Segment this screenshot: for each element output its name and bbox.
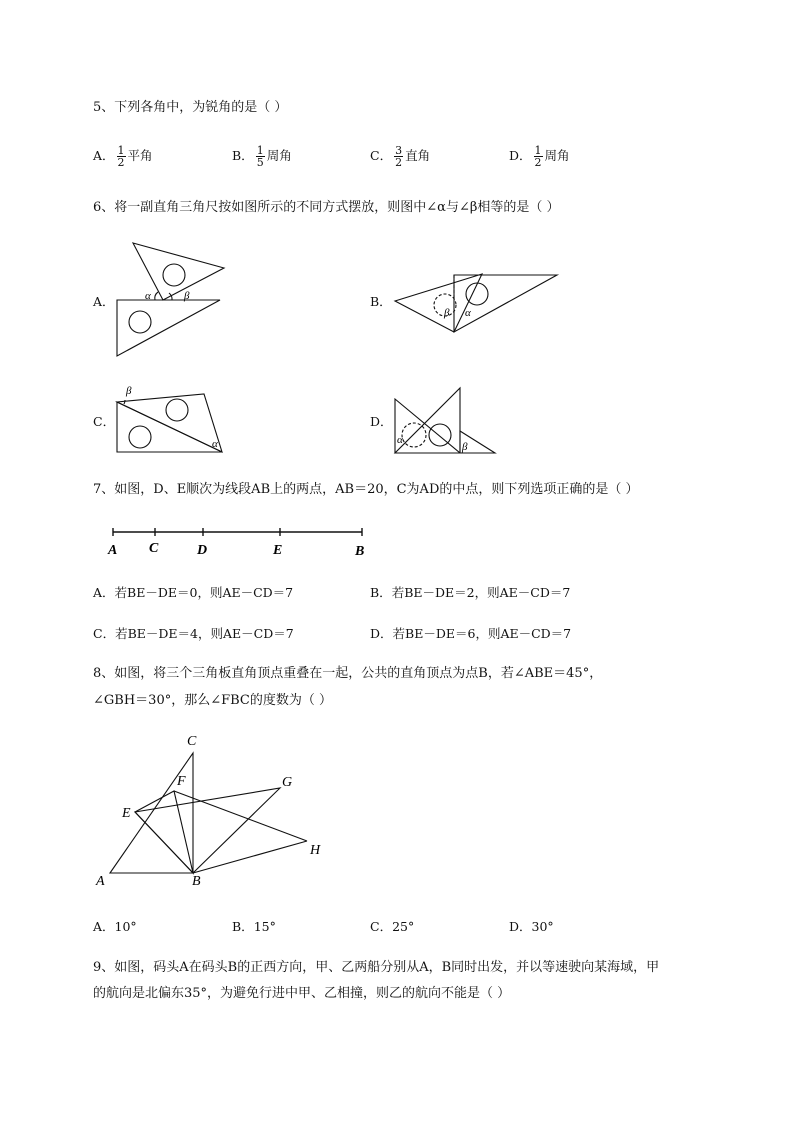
set-square-hole xyxy=(129,426,151,448)
q6-option-d-label: D． xyxy=(370,414,393,429)
set-square-middle xyxy=(395,388,460,453)
q7-option-a xyxy=(93,583,293,601)
q7-option-d xyxy=(370,624,571,642)
option-letter: C． xyxy=(93,626,116,641)
option-letter: D． xyxy=(370,626,393,641)
option-text: 若BE－DE＝2，则AE－CD＝7 xyxy=(391,585,571,600)
q5-option-b xyxy=(232,145,292,168)
q5-option-d xyxy=(509,145,570,168)
point-b-label: B xyxy=(192,874,201,889)
set-square-hole xyxy=(466,283,488,305)
point-b-label: B xyxy=(355,544,365,559)
alpha-label: α xyxy=(212,438,218,450)
q7-option-c xyxy=(93,624,294,642)
q9-stem-line2: 的航向是北偏东35°，为避免行进中甲、乙相撞，则乙的航向不能是（ ） xyxy=(93,986,511,1001)
point-a-label: A xyxy=(108,543,118,558)
numerator: 1 xyxy=(117,144,125,157)
q6-figure-a xyxy=(112,238,227,360)
set-square-bottom xyxy=(117,300,220,356)
fraction xyxy=(394,145,403,168)
set-square-hole xyxy=(429,424,451,446)
option-letter: C． xyxy=(370,919,393,934)
q5-option-a xyxy=(93,145,153,168)
option-letter: C． xyxy=(370,148,393,163)
option-letter: B． xyxy=(232,919,254,934)
point-a-label: A xyxy=(96,874,105,889)
q6-option-c-label: C． xyxy=(93,414,116,429)
q8-triangles-figure xyxy=(92,728,332,890)
q9-stem-line1: 9、如图，码头A在码头B的正西方向，甲、乙两船分别从A，B同时出发，并以等速驶向某海域，甲 xyxy=(93,960,660,975)
numerator: 3 xyxy=(395,144,403,157)
denominator: 2 xyxy=(534,156,542,169)
denominator: 2 xyxy=(395,156,403,169)
beta-label: β xyxy=(444,307,450,319)
option-letter: A． xyxy=(93,148,115,163)
q8-stem-line2: ∠GBH＝30°，那么∠FBC的度数为（ ） xyxy=(93,693,332,708)
option-text: 若BE－DE＝6，则AE－CD＝7 xyxy=(392,626,572,641)
numerator: 1 xyxy=(534,144,542,157)
alpha-label: α xyxy=(397,434,403,446)
fraction xyxy=(117,145,126,168)
option-text: 10° xyxy=(114,919,137,934)
option-letter: B． xyxy=(232,148,254,163)
q6-option-a-label: A． xyxy=(93,294,115,309)
point-h-label: H xyxy=(310,843,321,858)
option-letter: A． xyxy=(93,919,115,934)
option-letter: D． xyxy=(509,148,532,163)
beta-label: β xyxy=(126,385,132,397)
set-square-hole xyxy=(166,399,188,421)
angle-arc xyxy=(155,292,158,300)
fraction xyxy=(256,145,265,168)
q6-option-b-label: B． xyxy=(370,294,392,309)
denominator: 5 xyxy=(256,156,264,169)
q8-option-d xyxy=(509,917,554,935)
point-e-label: E xyxy=(122,806,131,821)
point-c-label: C xyxy=(187,734,197,749)
q6-figure-b xyxy=(392,270,560,335)
option-text: 30° xyxy=(531,919,554,934)
q8-option-a xyxy=(93,917,137,935)
denominator: 2 xyxy=(117,156,125,169)
set-square-hole-dashed xyxy=(402,423,426,447)
q7-option-b xyxy=(370,583,570,601)
point-f-label: F xyxy=(177,774,186,789)
q8-stem-line1: 8、如图，将三个三角板直角顶点重叠在一起，公共的直角顶点为点B，若∠ABE＝45°， xyxy=(93,666,603,681)
q5-option-c xyxy=(370,145,430,168)
alpha-label: α xyxy=(465,307,471,319)
point-c-label: C xyxy=(149,541,159,556)
option-letter: B． xyxy=(370,585,392,600)
alpha-label: α xyxy=(145,290,151,302)
point-g-label: G xyxy=(282,775,293,790)
option-unit: 平角 xyxy=(127,148,153,163)
point-e-label: E xyxy=(273,543,283,558)
q6-figure-c xyxy=(112,380,227,456)
beta-label: β xyxy=(462,441,468,453)
set-square-hole xyxy=(129,311,151,333)
option-text: 15° xyxy=(253,919,276,934)
set-square-left xyxy=(395,399,460,453)
option-letter: D． xyxy=(509,919,532,934)
angle-arc xyxy=(124,400,125,404)
numerator: 1 xyxy=(256,144,264,157)
q6-figure-d xyxy=(392,385,502,457)
q7-stem: 7、如图，D、E顺次为线段AB上的两点，AB＝20，C为AD的中点，则下列选项正确的是（ ） xyxy=(93,482,639,497)
option-text: 25° xyxy=(392,919,415,934)
segment-fh xyxy=(174,791,307,841)
point-d-label: D xyxy=(197,543,208,558)
set-square-right xyxy=(454,275,557,332)
option-text: 若BE－DE＝4，则AE－CD＝7 xyxy=(115,626,294,641)
set-square-hole xyxy=(163,264,185,286)
q7-segment-figure xyxy=(105,522,375,564)
option-letter: A． xyxy=(93,585,115,600)
fraction xyxy=(534,145,543,168)
beta-label: β xyxy=(184,290,190,302)
option-unit: 周角 xyxy=(266,148,292,163)
option-unit: 直角 xyxy=(405,148,431,163)
q8-option-c xyxy=(370,917,414,935)
q5-stem: 5、下列各角中，为锐角的是（ ） xyxy=(93,100,288,115)
option-unit: 周角 xyxy=(544,148,570,163)
q6-stem: 6、将一副直角三角尺按如图所示的不同方式摆放，则图中∠α与∠β相等的是（ ） xyxy=(93,200,560,215)
option-text: 若BE－DE＝0，则AE－CD＝7 xyxy=(114,585,294,600)
q8-option-b xyxy=(232,917,276,935)
